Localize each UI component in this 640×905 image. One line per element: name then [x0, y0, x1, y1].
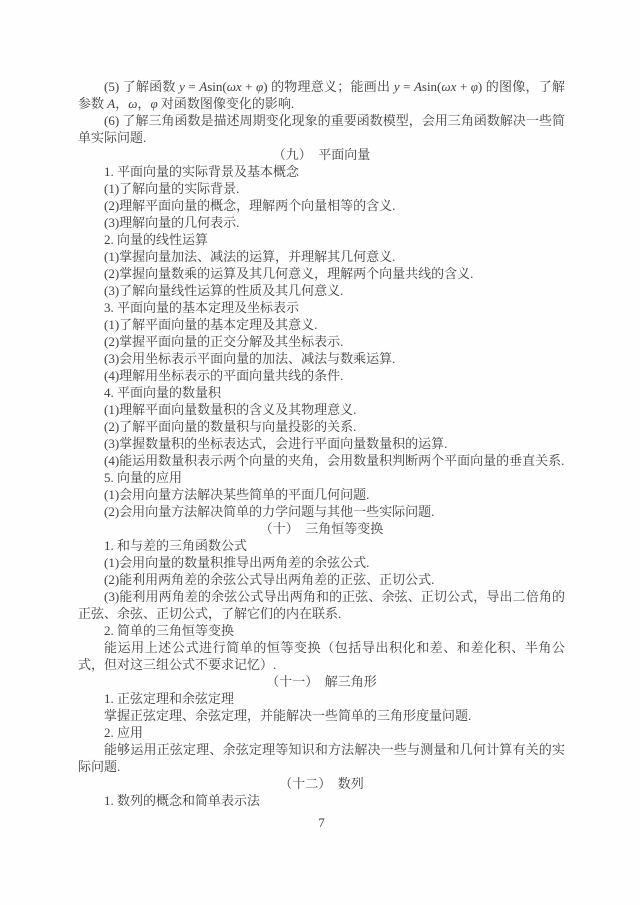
section-heading: （九） 平面向量	[272, 147, 371, 162]
paragraph: 5. 向量的应用	[104, 470, 183, 485]
paragraph	[78, 78, 565, 112]
math-formula: A	[107, 96, 116, 111]
paragraph: (1)了解平面向量的基本定理及其意义.	[104, 317, 318, 332]
text-segment: =	[184, 79, 200, 94]
paragraph: (1)掌握向量加法、减法的运算，并理解其几何意义.	[104, 249, 396, 264]
text-segment: 对函数图像变化的影响.	[157, 96, 295, 111]
text-segment: ，	[137, 96, 151, 111]
text-segment: +	[241, 79, 257, 94]
text-segment: =	[399, 79, 414, 94]
text-segment: sin(	[421, 79, 442, 94]
paragraph: 1. 平面向量的实际背景及基本概念	[104, 164, 300, 179]
paragraph: 能够运用正弦定理、余弦定理等知识和方法解决一些与测量和几何计算有关的实际问题.	[78, 742, 565, 774]
text-segment: ) 的物理意义；能画出	[263, 79, 394, 94]
paragraph: (1)理解平面向量数量积的含义及其物理意义.	[104, 402, 357, 417]
math-formula: φ	[150, 96, 158, 111]
text-segment: ，	[115, 96, 129, 111]
math-formula: A	[199, 79, 208, 94]
paragraph: 2. 向量的线性运算	[104, 232, 209, 247]
paragraph: 掌握正弦定理、余弦定理，并能解决一些简单的三角形度量问题.	[104, 708, 472, 723]
paragraph: (2)能利用两角差的余弦公式导出两角差的正弦、正切公式.	[104, 572, 435, 587]
paragraph: (2)会用向量方法解决简单的力学问题与其他一些实际问题.	[104, 504, 435, 519]
paragraph: (3)会用坐标表示平面向量的加法、减法与数乘运算.	[104, 351, 396, 366]
math-formula: ωx	[441, 79, 457, 94]
paragraph: (1)会用向量的数量积推导出两角差的余弦公式.	[104, 555, 370, 570]
paragraph: (3)能利用两角差的余弦公式导出两角和的正弦、余弦、正切公式，导出二倍角的正弦、余弦、正切公式，了解它们的内在联系.	[78, 589, 565, 621]
math-formula: ωx	[226, 79, 242, 94]
math-formula: A	[413, 79, 422, 94]
paragraph: (3)了解向量线性运算的性质及其几何意义.	[104, 283, 344, 298]
paragraph: 4. 平面向量的数量积	[104, 385, 222, 400]
paragraph: (1)了解向量的实际背景.	[104, 181, 240, 196]
paragraph: 1. 和与差的三角函数公式	[104, 538, 248, 553]
section-heading: （十一） 解三角形	[266, 674, 377, 689]
text-segment: sin(	[207, 79, 227, 94]
paragraph: 1. 数列的概念和简单表示法	[104, 793, 261, 808]
paragraph: (1)会用向量方法解决某些简单的平面几何问题.	[104, 487, 370, 502]
paragraph: 能运用上述公式进行简单的恒等变换（包括导出积化和差、和差化积、半角公式，但对这三组公式不要求记忆）.	[78, 640, 565, 672]
paragraph: (4)能运用数量积表示两个向量的夹角，会用数量积判断两个平面向量的垂直关系.	[104, 453, 565, 468]
paragraph: (3)理解向量的几何表示.	[104, 215, 240, 230]
paragraph: (2)掌握向量数乘的运算及其几何意义，理解两个向量共线的含义.	[104, 266, 474, 281]
section-heading: （十） 三角恒等变换	[259, 521, 384, 536]
math-formula: y	[393, 79, 400, 94]
section-heading: （十二） 数列	[279, 776, 364, 791]
page-content	[78, 78, 565, 831]
paragraph: 2. 应用	[104, 725, 144, 740]
paragraph: (3)掌握数量积的坐标表达式，会进行平面向量数量积的运算.	[104, 436, 448, 451]
paragraph: (6) 了解三角函数是描述周期变化现象的重要函数模型，会用三角函数解决一些简单实际问题.	[78, 113, 565, 145]
math-formula: φ	[256, 79, 264, 94]
paragraph: 2. 简单的三角恒等变换	[104, 623, 235, 638]
math-formula: φ	[470, 79, 478, 94]
math-formula: y	[179, 79, 185, 94]
paragraph: (2)了解平面向量的数量积与向量投影的关系.	[104, 419, 357, 434]
paragraph: (2)理解平面向量的概念，理解两个向量相等的含义.	[104, 198, 396, 213]
math-formula: ω	[128, 96, 138, 111]
text-segment: ) 的图像，了解参数	[78, 79, 565, 111]
paragraph: 3. 平面向量的基本定理及坐标表示	[104, 300, 300, 315]
paragraph: (2)掌握平面向量的正交分解及其坐标表示.	[104, 334, 344, 349]
text-segment: (5) 了解函数	[104, 79, 180, 94]
paragraph: (4)理解用坐标表示的平面向量共线的条件.	[104, 368, 344, 383]
page-number: 7	[318, 815, 325, 830]
text-segment: +	[456, 79, 471, 94]
paragraph: 1. 正弦定理和余弦定理	[104, 691, 235, 706]
